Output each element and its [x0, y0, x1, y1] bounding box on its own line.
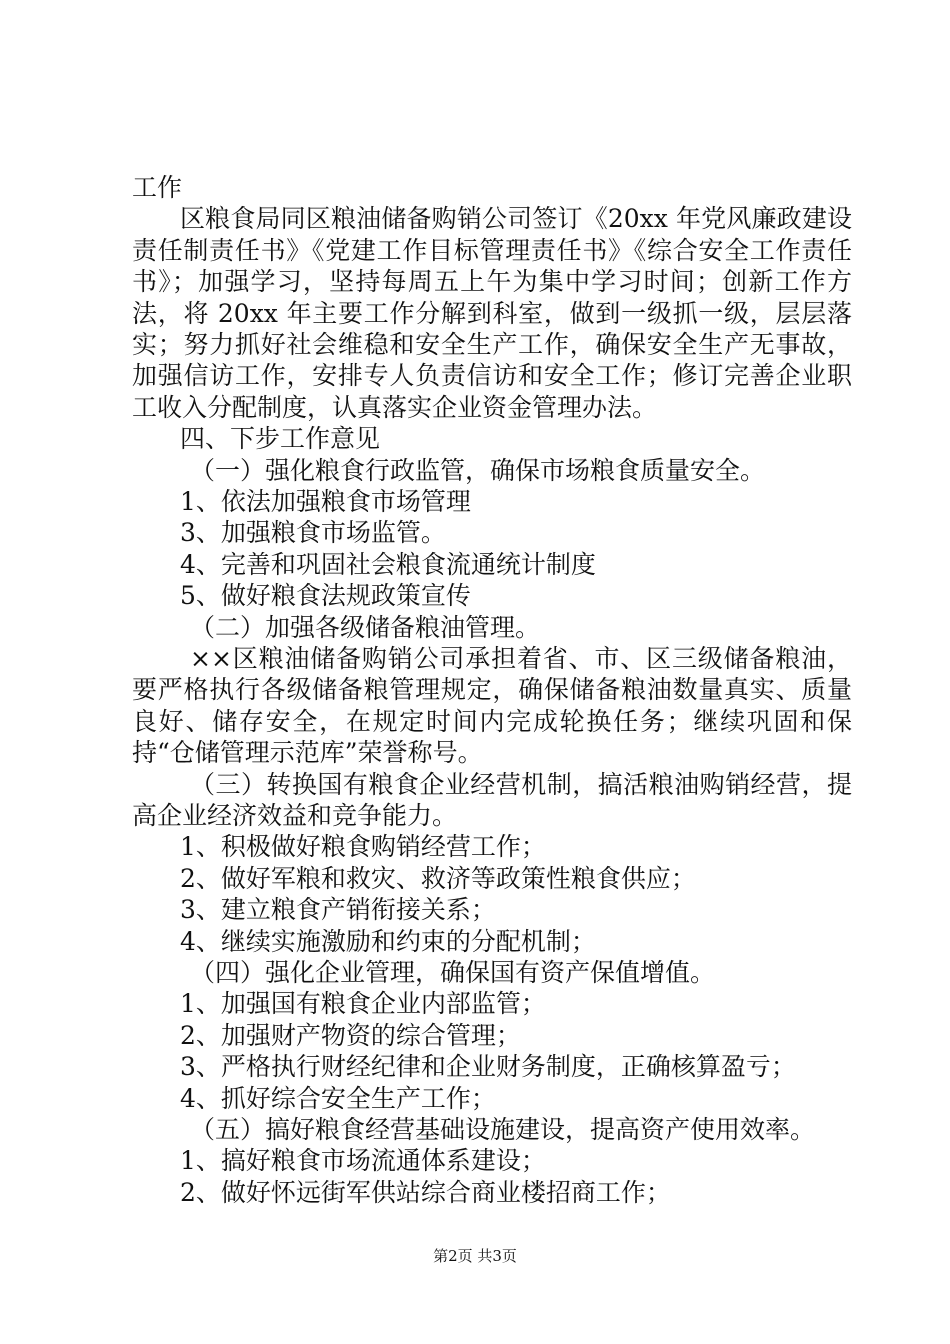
list-item: 2、做好军粮和救灾、救济等政策性粮食供应； [180, 863, 696, 893]
document-body [132, 172, 852, 1208]
list-item: 3、加强粮食市场监管。 [180, 518, 446, 548]
paragraph-party-building: 区粮食局同区粮油储备购销公司签订《20xx 年党风廉政建设责任制责任书》《党建工作目标管理责任书》《综合安全工作责任书》；加强学习，坚持每周五上午为集中学习时间；创新工作方法，将 20xx 年主要工作分解到科室，做到一级抓一级，层层落实；努力抓好社会维稳和安全生产工作，确保安全生产无事故，加强信访工作，安排专人负责信访和安全工作；修订完善企业职工收入分配制度，认真落实企业资金管理办法。 [132, 204, 852, 422]
list-item: 3、严格执行财经纪律和企业财务制度，正确核算盈亏； [180, 1052, 796, 1082]
list-item: 3、建立粮食产销衔接关系； [180, 895, 496, 925]
list-item: 4、抓好综合安全生产工作； [180, 1083, 496, 1113]
list-item: 1、依法加强粮食市场管理 [180, 487, 471, 517]
list-item: 4、继续实施激励和约束的分配机制； [180, 926, 596, 956]
subsection-heading-5: （五）搞好粮食经营基础设施建设，提高资产使用效率。 [190, 1114, 816, 1144]
subsection-heading-4: （四）强化企业管理，确保国有资产保值增值。 [190, 957, 716, 987]
list-item: 2、做好怀远街军供站综合商业楼招商工作； [180, 1177, 671, 1207]
page-footer: 第2页 共3页 [433, 1247, 517, 1265]
paragraph-heading-continuation: 工作 [132, 173, 183, 202]
list-item: 2、加强财产物资的综合管理； [180, 1020, 521, 1050]
subsection-heading-1: （一）强化粮食行政监管，确保市场粮食质量安全。 [190, 455, 766, 485]
paragraph-reserve-grain: ××区粮油储备购销公司承担着省、市、区三级储备粮油，要严格执行各级储备粮管理规定，确保储备粮油数量真实、质量良好、储存安全，在规定时间内完成轮换任务；继续巩固和保持“仓储管理示范库”荣誉称号。 [132, 643, 852, 768]
section-heading-next-steps: 四、下步工作意见 [180, 424, 381, 454]
list-item: 4、完善和巩固社会粮食流通统计制度 [180, 549, 596, 579]
list-item: 1、加强国有粮食企业内部监管； [180, 989, 546, 1019]
list-item: 1、积极做好粮食购销经营工作； [180, 832, 546, 862]
list-item: 5、做好粮食法规政策宣传 [180, 581, 471, 611]
list-item: 1、搞好粮食市场流通体系建设； [180, 1146, 546, 1176]
subsection-heading-2: （二）加强各级储备粮油管理。 [190, 612, 541, 642]
subsection-heading-3: （三）转换国有粮食企业经营机制，搞活粮油购销经营，提高企业经济效益和竞争能力。 [132, 769, 852, 830]
